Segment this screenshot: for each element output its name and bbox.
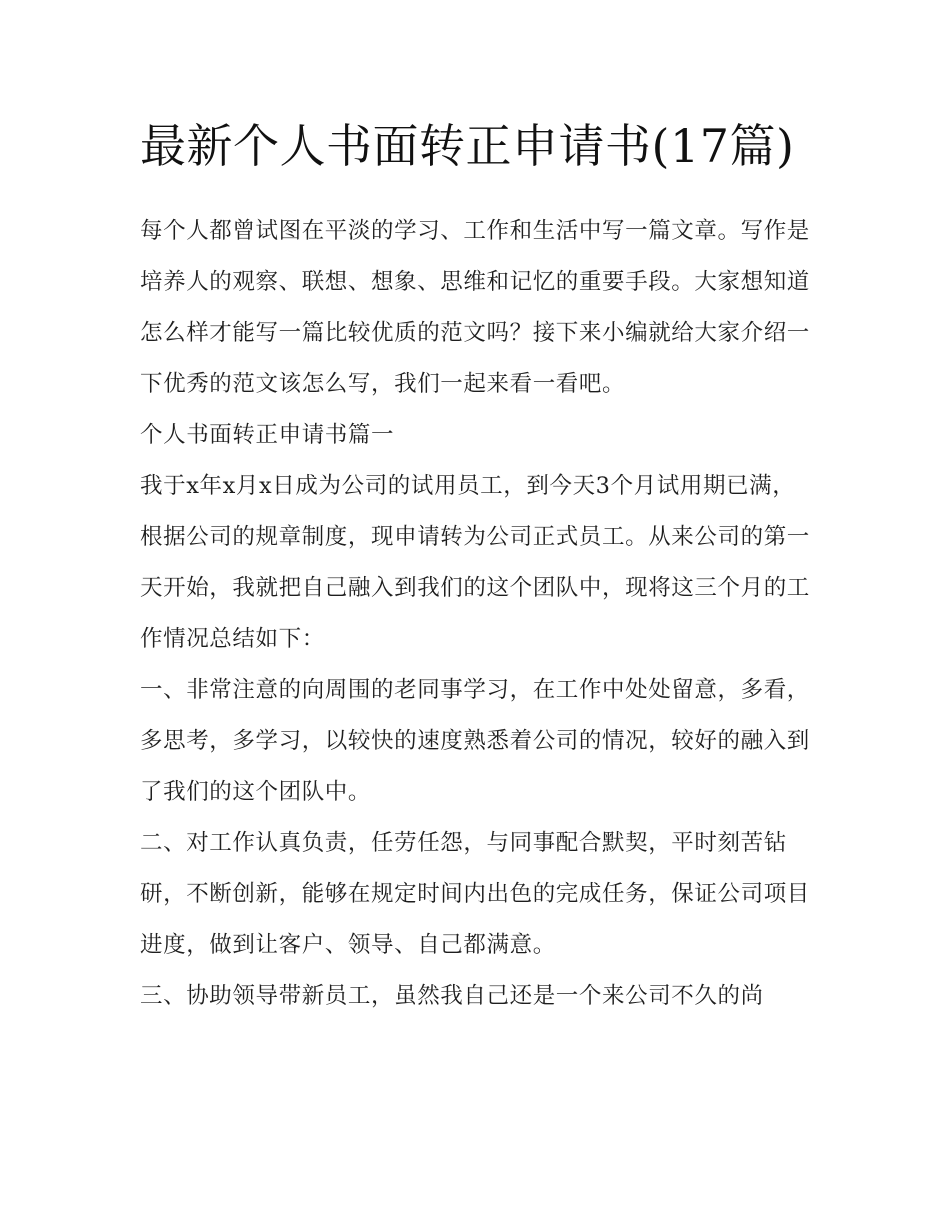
section-heading: 个人书面转正申请书篇一 — [140, 422, 395, 448]
body-paragraph: 三、协助领导带新员工，虽然我自己还是一个来公司不久的尚 — [140, 983, 764, 1009]
body-paragraph: 我于x年x月x日成为公司的试用员工，到今天3个月试用期已满，根据公司的规章制度，现申请转为公司正式员工。从来公司的第一天开始，我就把自己融入到我们的这个团队中，现将这三个月的工作情况总结如下： — [140, 473, 810, 652]
body-paragraph: 二、对工作认真负责，任劳任怨，与同事配合默契，平时刻苦钻研，不断创新，能够在规定时间内出色的完成任务，保证公司项目进度，做到让客户、领导、自己都满意。 — [140, 830, 810, 958]
document-body — [140, 206, 812, 1022]
intro-paragraph: 每个人都曾试图在平淡的学习、工作和生活中写一篇文章。写作是培养人的观察、联想、想象、思维和记忆的重要手段。大家想知道怎么样才能写一篇比较优质的范文吗？接下来小编就给大家介绍一下优秀的范文该怎么写，我们一起来看一看吧。 — [140, 218, 810, 397]
document-title: 最新个人书面转正申请书(17篇) — [140, 119, 795, 173]
document-content — [140, 108, 812, 1022]
body-paragraph: 一、非常注意的向周围的老同事学习，在工作中处处留意，多看，多思考，多学习，以较快的速度熟悉着公司的情况，较好的融入到了我们的这个团队中。 — [140, 677, 810, 805]
